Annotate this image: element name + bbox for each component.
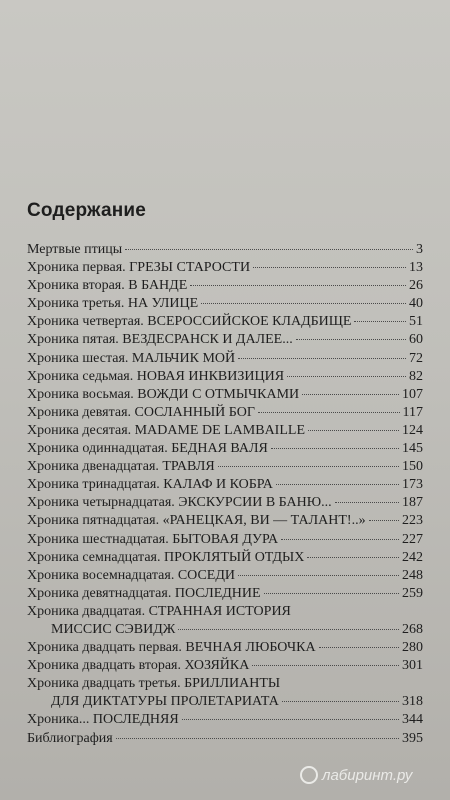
dot-leader bbox=[190, 285, 406, 286]
dot-leader bbox=[335, 502, 399, 503]
toc-entry-page: 124 bbox=[402, 422, 423, 438]
dot-leader bbox=[178, 629, 399, 630]
dot-leader bbox=[287, 376, 406, 377]
toc-entry-page: 13 bbox=[409, 260, 423, 276]
dot-leader bbox=[182, 719, 399, 720]
toc-entry-page: 82 bbox=[409, 368, 423, 384]
toc-entry-title: Хроника двадцать третья. БРИЛЛИАНТЫ bbox=[27, 676, 281, 692]
toc-entry bbox=[27, 603, 423, 621]
toc-entry-page: 268 bbox=[402, 621, 423, 637]
toc-entry-title: МИССИС СЭВИДЖ bbox=[51, 621, 176, 637]
toc-entry-title: Хроника пятнадцатая. «РАНЕЦКАЯ, ВИ — ТАЛАНТ!..» bbox=[27, 513, 366, 529]
labirint-logo-icon bbox=[300, 766, 318, 784]
toc-entry-title: Хроника тринадцатая. КАЛАФ И КОБРА bbox=[27, 477, 273, 493]
toc-entry-title: Хроника двенадцатая. ТРАВЛЯ bbox=[27, 459, 215, 475]
toc-entry-title: Хроника восемнадцатая. СОСЕДИ bbox=[27, 567, 236, 583]
dot-leader bbox=[276, 484, 399, 485]
dot-leader bbox=[125, 249, 413, 250]
dot-leader bbox=[308, 430, 399, 431]
toc-entry bbox=[27, 549, 423, 567]
toc-entry-page: 259 bbox=[402, 585, 423, 601]
table-of-contents bbox=[27, 241, 423, 748]
toc-entry bbox=[27, 675, 423, 693]
toc-entry-page: 3 bbox=[416, 242, 423, 257]
toc-entry-title: Хроника седьмая. НОВАЯ ИНКВИЗИЦИЯ bbox=[27, 368, 285, 384]
toc-entry bbox=[27, 585, 423, 603]
toc-entry bbox=[27, 277, 423, 295]
toc-entry-title: Хроника четырнадцатая. ЭКСКУРСИИ В БАНЮ... bbox=[27, 495, 332, 511]
toc-entry bbox=[27, 476, 423, 494]
toc-entry-page: 301 bbox=[402, 658, 423, 674]
dot-leader bbox=[218, 466, 399, 467]
page-title: Содержание bbox=[27, 200, 147, 221]
dot-leader bbox=[319, 647, 399, 648]
toc-entry-page: 318 bbox=[402, 694, 423, 710]
toc-entry-page: 227 bbox=[402, 531, 423, 547]
toc-entry-page: 150 bbox=[402, 459, 423, 475]
toc-entry bbox=[27, 295, 423, 313]
toc-entry bbox=[27, 331, 423, 349]
toc-entry bbox=[27, 531, 423, 549]
toc-entry-title: Хроника двадцатая. СТРАННАЯ ИСТОРИЯ bbox=[27, 603, 291, 619]
dot-leader bbox=[307, 557, 399, 558]
toc-entry-page: 344 bbox=[402, 712, 423, 728]
toc-entry-page: 117 bbox=[402, 404, 423, 420]
dot-leader bbox=[271, 448, 399, 449]
toc-entry-page: 242 bbox=[402, 549, 423, 565]
toc-entry-page: 248 bbox=[402, 567, 423, 583]
dot-leader bbox=[252, 665, 399, 666]
toc-entry bbox=[27, 422, 423, 440]
toc-entry bbox=[27, 494, 423, 512]
toc-entry-title: Хроника семнадцатая. ПРОКЛЯТЫЙ ОТДЫХ bbox=[27, 549, 305, 565]
toc-entry bbox=[27, 512, 423, 530]
toc-entry-page: 173 bbox=[402, 477, 423, 493]
toc-entry-page: 60 bbox=[409, 332, 423, 348]
toc-entry-title: Хроника восьмая. ВОЖДИ С ОТМЫЧКАМИ bbox=[27, 386, 300, 402]
toc-entry bbox=[27, 657, 423, 675]
toc-entry bbox=[27, 440, 423, 458]
dot-leader bbox=[302, 394, 399, 395]
dot-leader bbox=[281, 539, 399, 540]
toc-entry bbox=[27, 730, 423, 748]
toc-entry bbox=[27, 313, 423, 331]
toc-entry-title: ДЛЯ ДИКТАТУРЫ ПРОЛЕТАРИАТА bbox=[51, 694, 279, 710]
toc-entry-title: Хроника десятая. MADAME DE LAMBAILLE bbox=[27, 422, 305, 438]
dot-leader bbox=[238, 358, 406, 359]
dot-leader bbox=[201, 303, 406, 304]
toc-entry bbox=[27, 621, 423, 639]
toc-entry-title: Хроника... ПОСЛЕДНЯЯ bbox=[27, 712, 179, 728]
toc-entry bbox=[27, 241, 423, 259]
toc-entry bbox=[27, 458, 423, 476]
toc-entry-title: Хроника двадцать первая. ВЕЧНАЯ ЛЮБОЧКА bbox=[27, 640, 316, 656]
toc-entry bbox=[27, 639, 423, 657]
toc-entry bbox=[27, 386, 423, 404]
toc-entry bbox=[27, 350, 423, 368]
toc-entry-title: Хроника четвертая. ВСЕРОССИЙСКОЕ КЛАДБИЩЕ bbox=[27, 314, 352, 330]
toc-entry-title: Мертвые птицы bbox=[27, 242, 123, 257]
dot-leader bbox=[296, 339, 406, 340]
dot-leader bbox=[282, 701, 399, 702]
toc-entry-page: 280 bbox=[402, 640, 423, 656]
toc-entry-page: 223 bbox=[402, 513, 423, 529]
toc-entry-page: 40 bbox=[409, 296, 423, 312]
toc-entry-title: Хроника девятая. СОСЛАННЫЙ БОГ bbox=[27, 404, 255, 420]
dot-leader bbox=[354, 321, 406, 322]
dot-leader bbox=[369, 520, 399, 521]
watermark bbox=[300, 766, 412, 784]
watermark-text: лабиринт.ру bbox=[322, 766, 413, 784]
toc-entry bbox=[27, 711, 423, 729]
toc-entry-page: 51 bbox=[409, 314, 423, 330]
toc-entry-title: Хроника шестая. МАЛЬЧИК МОЙ bbox=[27, 350, 236, 366]
toc-entry-title: Хроника одиннадцатая. БЕДНАЯ ВАЛЯ bbox=[27, 441, 268, 457]
toc-entry-page: 187 bbox=[402, 495, 423, 511]
toc-entry bbox=[27, 404, 423, 422]
dot-leader bbox=[116, 738, 399, 739]
dot-leader bbox=[238, 575, 399, 576]
toc-entry-title: Хроника третья. НА УЛИЦЕ bbox=[27, 296, 199, 312]
toc-entry-page: 107 bbox=[402, 386, 423, 402]
toc-entry-page: 145 bbox=[402, 441, 423, 457]
toc-entry-page: 395 bbox=[402, 730, 423, 746]
toc-entry bbox=[27, 368, 423, 386]
toc-entry bbox=[27, 567, 423, 585]
toc-entry-page: 72 bbox=[409, 350, 423, 366]
dot-leader bbox=[258, 412, 400, 413]
dot-leader bbox=[253, 267, 406, 268]
toc-entry-title: Библиография bbox=[27, 730, 113, 746]
toc-entry-title: Хроника шестнадцатая. БЫТОВАЯ ДУРА bbox=[27, 531, 279, 547]
toc-entry bbox=[27, 693, 423, 711]
toc-entry bbox=[27, 259, 423, 277]
toc-entry-title: Хроника девятнадцатая. ПОСЛЕДНИЕ bbox=[27, 585, 261, 601]
toc-entry-title: Хроника вторая. В БАНДЕ bbox=[27, 278, 188, 294]
dot-leader bbox=[264, 593, 399, 594]
toc-entry-page: 26 bbox=[409, 278, 423, 294]
toc-entry-title: Хроника пятая. ВЕЗДЕСРАНСК И ДАЛЕЕ... bbox=[27, 332, 293, 348]
toc-entry-title: Хроника первая. ГРЕЗЫ СТАРОСТИ bbox=[27, 260, 251, 276]
toc-entry-title: Хроника двадцать вторая. ХОЗЯЙКА bbox=[27, 658, 250, 674]
